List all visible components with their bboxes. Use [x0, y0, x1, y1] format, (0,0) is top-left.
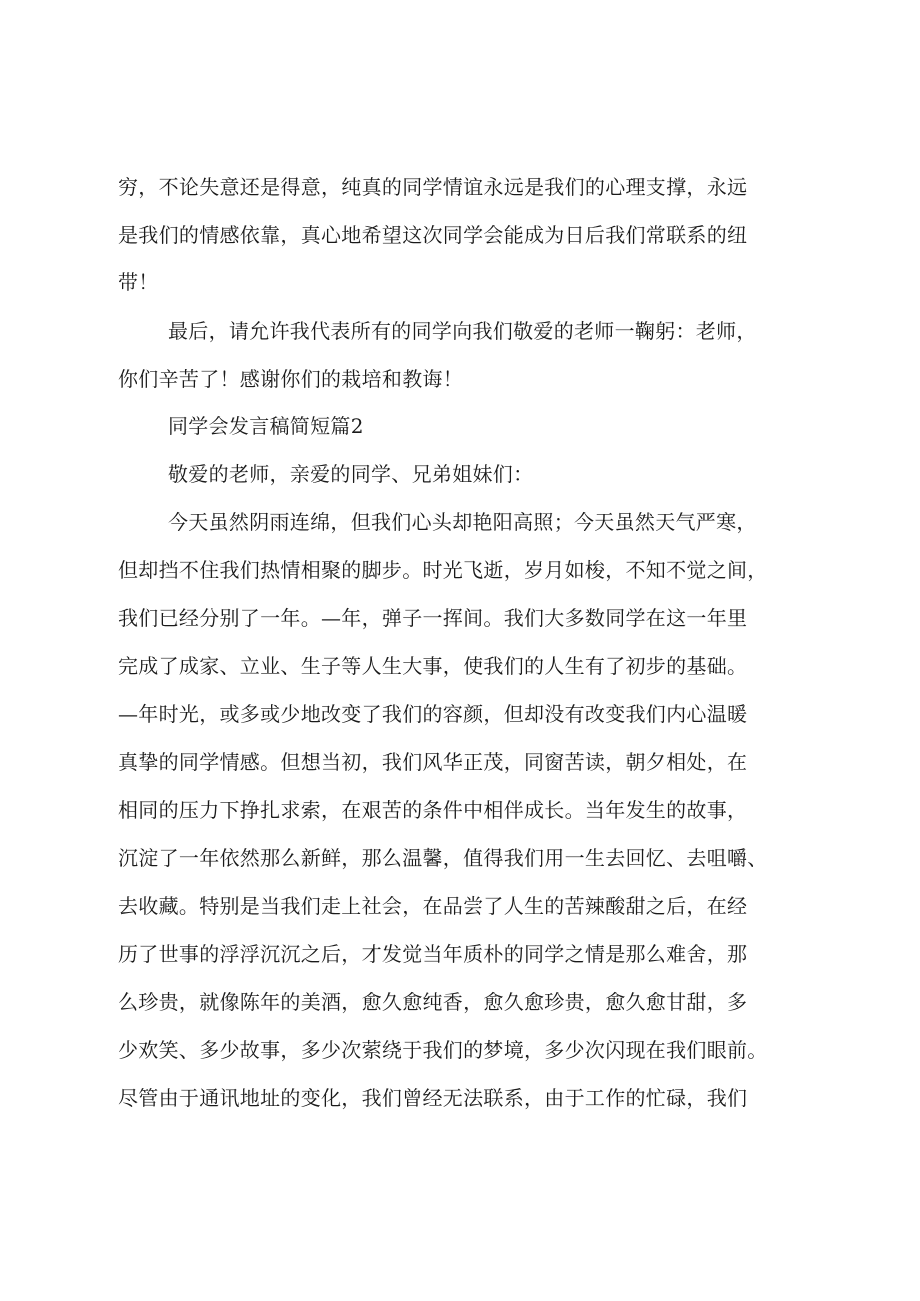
- text-line: 穷，不论失意还是得意，纯真的同学情谊永远是我们的心理支撑，永远: [118, 175, 748, 199]
- text-line: 少欢笑、多少故事，多少次萦绕于我们的梦境，多少次闪现在我们眼前。: [118, 1038, 768, 1062]
- text-line: 尽管由于通讯地址的变化，我们曾经无法联系，由于工作的忙碌，我们: [118, 1086, 748, 1110]
- text-line: —年时光，或多或少地改变了我们的容颜，但却没有改变我们内心温暖: [118, 702, 748, 726]
- text-line: 么珍贵，就像陈年的美酒，愈久愈纯香，愈久愈珍贵，愈久愈甘甜，多: [118, 990, 748, 1014]
- text-line: 历了世事的浮浮沉沉之后，才发觉当年质朴的同学之情是那么难舍，那: [118, 942, 748, 966]
- text-line: 但却挡不住我们热情相聚的脚步。时光飞逝，岁月如梭，不知不觉之间，: [118, 558, 768, 582]
- text-line: 你们辛苦了！感谢你们的栽培和教诲！: [118, 367, 464, 391]
- paragraph-first-line: 今天虽然阴雨连绵，但我们心头却艳阳高照；今天虽然天气严寒，: [168, 510, 757, 534]
- section-heading: 同学会发言稿简短篇2: [168, 414, 364, 438]
- text-line: 完成了成家、立业、生子等人生大事，使我们的人生有了初步的基础。: [118, 654, 748, 678]
- paragraph-first-line: 最后，请允许我代表所有的同学向我们敬爱的老师一鞠躬：老师，: [168, 319, 757, 343]
- salutation: 敬爱的老师，亲爱的同学、兄弟姐妹们：: [168, 462, 534, 486]
- text-line: 去收藏。特别是当我们走上社会，在品尝了人生的苦辣酸甜之后，在经: [118, 894, 748, 918]
- text-line: 带！: [118, 270, 159, 294]
- text-line: 沉淀了一年依然那么新鲜，那么温馨，值得我们用一生去回忆、去咀嚼、: [118, 846, 768, 870]
- text-line: 我们已经分别了一年。—年，弹子一挥间。我们大多数同学在这一年里: [118, 606, 748, 630]
- text-line: 真挚的同学情感。但想当初，我们风华正茂，同窗苦读，朝夕相处，在: [118, 750, 748, 774]
- text-line: 是我们的情感依靠，真心地希望这次同学会能成为日后我们常联系的纽: [118, 223, 748, 247]
- text-line: 相同的压力下挣扎求索，在艰苦的条件中相伴成长。当年发生的故事，: [118, 798, 748, 822]
